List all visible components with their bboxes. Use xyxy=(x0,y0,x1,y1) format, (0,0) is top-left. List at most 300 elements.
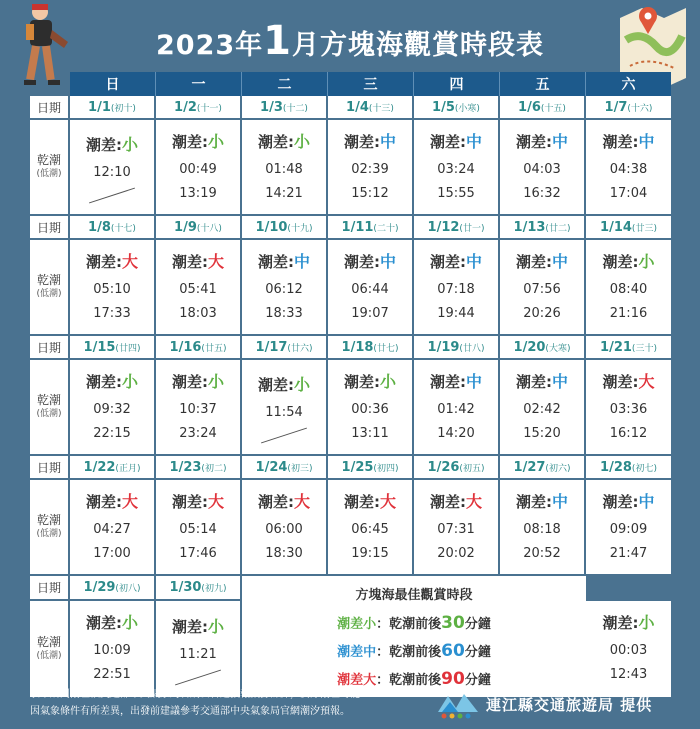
tide-cell xyxy=(70,360,156,456)
tide-cell xyxy=(414,240,500,336)
legend-item xyxy=(242,641,586,661)
tide-diff xyxy=(586,369,671,392)
low-tide-time: 02:39 xyxy=(351,161,389,177)
date-cell xyxy=(414,336,500,360)
low-tide-time: 08:40 xyxy=(609,281,648,297)
tide-row-label xyxy=(30,360,70,456)
lunar-date: (三十) xyxy=(631,343,657,354)
lunar-date: (廿三) xyxy=(631,223,657,234)
no-tide-slash xyxy=(89,188,135,204)
provider-credit: 連江縣交通旅遊局 提供 xyxy=(486,696,653,714)
tide-level: 中 xyxy=(379,131,396,151)
tide-label: 乾潮 xyxy=(36,273,61,287)
tide-level: 小 xyxy=(121,613,138,633)
date-cell xyxy=(70,456,156,480)
tide-prefix: 潮差: xyxy=(343,492,380,511)
low-tide-time: 12:10 xyxy=(93,165,131,180)
date-text: 1/18 xyxy=(341,339,374,355)
low-tide-time: 20:26 xyxy=(523,305,561,321)
low-tide-time: 11:21 xyxy=(179,646,217,662)
tide-prefix: 潮差: xyxy=(257,376,294,394)
no-tide-slash xyxy=(261,428,307,444)
tide-cell xyxy=(242,480,328,576)
lunar-date: (廿八) xyxy=(459,343,485,354)
lunar-date: (十五) xyxy=(540,103,566,114)
legend-item xyxy=(242,613,586,633)
tide-prefix: 潮差: xyxy=(343,372,380,391)
date-text: 1/10 xyxy=(255,219,288,235)
low-tide-time: 04:03 xyxy=(523,161,561,177)
low-tide-time: 22:51 xyxy=(93,667,131,683)
low-tide-time: 06:44 xyxy=(351,281,389,297)
lunar-text: 廿五 xyxy=(204,343,223,354)
tide-cell xyxy=(242,240,328,336)
tide-cell xyxy=(586,601,671,699)
low-tide-time: 10:37 xyxy=(179,401,217,417)
low-tide-time: 15:12 xyxy=(351,185,389,201)
tide-cell xyxy=(500,120,586,216)
date-text: 1/1 xyxy=(88,99,111,115)
tide-prefix: 潮差: xyxy=(602,252,639,271)
tide-prefix: 潮差: xyxy=(515,252,552,271)
low-tide-time: 19:15 xyxy=(351,545,389,561)
date-cell xyxy=(414,96,500,120)
tide-diff xyxy=(156,614,240,637)
low-tide-time: 01:42 xyxy=(437,401,475,417)
low-tide-time: 18:03 xyxy=(179,305,217,321)
lunar-date: (十三) xyxy=(368,103,394,114)
date-cell xyxy=(242,336,328,360)
legend-minutes: 90 xyxy=(441,669,465,689)
date-row-label: 日期 xyxy=(30,456,70,480)
weekday-fri: 五 xyxy=(500,72,586,96)
lunar-text: 十一 xyxy=(200,103,219,114)
tide-diff xyxy=(414,489,498,512)
date-cell xyxy=(242,96,328,120)
tide-row xyxy=(30,240,671,336)
lunar-date: (初五) xyxy=(459,463,485,474)
low-tide-time: 23:24 xyxy=(179,425,217,441)
lunar-date: (初九) xyxy=(201,583,227,594)
low-tide-time: 00:36 xyxy=(351,401,389,417)
lunar-date: (廿二) xyxy=(545,223,571,234)
lunar-text: 初五 xyxy=(462,463,481,474)
date-cell xyxy=(156,456,242,480)
tide-diff xyxy=(500,489,584,512)
lunar-date: (廿五) xyxy=(201,343,227,354)
tide-sublabel: (低潮) xyxy=(36,409,62,419)
legend-panel xyxy=(242,576,586,699)
tide-level: 中 xyxy=(465,251,482,271)
tide-cell xyxy=(328,120,414,216)
low-tide-time: 21:47 xyxy=(609,545,648,561)
lunar-text: 正月 xyxy=(118,463,137,474)
lunar-text: 初七 xyxy=(635,463,654,474)
date-cell xyxy=(70,336,156,360)
lunar-date: (十一) xyxy=(196,103,222,114)
tide-prefix: 潮差: xyxy=(171,617,208,636)
lunar-date: (二十) xyxy=(373,223,399,234)
tide-diff xyxy=(586,489,671,512)
date-text: 1/25 xyxy=(341,459,374,475)
tide-level: 小 xyxy=(293,375,310,394)
low-tide-time: 16:32 xyxy=(523,185,561,201)
date-row xyxy=(30,216,671,240)
tide-row-label xyxy=(30,601,70,699)
low-tide-time: 07:56 xyxy=(523,281,561,297)
date-text: 1/22 xyxy=(83,459,116,475)
legend-title: 方塊海最佳觀賞時段 xyxy=(355,588,473,603)
date-cell xyxy=(414,216,500,240)
low-tide-time: 06:12 xyxy=(265,281,303,297)
tide-prefix: 潮差: xyxy=(602,614,639,633)
tide-level: 中 xyxy=(638,131,655,151)
tide-diff xyxy=(500,369,584,392)
tide-cell xyxy=(242,360,328,456)
tide-level: 中 xyxy=(638,491,655,511)
tide-diff xyxy=(500,249,584,272)
lunar-date: (十八) xyxy=(196,223,222,234)
tide-prefix: 潮差: xyxy=(515,492,552,511)
lunar-date: (十六) xyxy=(627,103,653,114)
tide-diff xyxy=(414,369,498,392)
tide-row xyxy=(30,360,671,456)
tide-cell xyxy=(414,360,500,456)
lunar-text: 初十 xyxy=(114,103,133,114)
low-tide-time: 08:18 xyxy=(523,521,561,537)
low-tide-time: 17:33 xyxy=(93,305,131,321)
legend-minutes: 60 xyxy=(441,641,465,661)
tide-label: 乾潮 xyxy=(36,513,61,527)
low-tide-time: 09:32 xyxy=(93,401,131,417)
low-tide-time: 07:18 xyxy=(437,281,475,297)
tide-cell xyxy=(156,240,242,336)
tide-prefix: 潮差: xyxy=(171,372,208,391)
tide-row-label xyxy=(30,240,70,336)
lunar-text: 十二 xyxy=(286,103,305,114)
tide-diff xyxy=(156,489,240,512)
tide-cell xyxy=(70,480,156,576)
tide-cell xyxy=(586,480,671,576)
lunar-date: (十二) xyxy=(282,103,308,114)
lunar-text: 十三 xyxy=(372,103,391,114)
tide-cell xyxy=(586,360,671,456)
tide-level: 大 xyxy=(465,491,482,511)
low-tide-time: 17:00 xyxy=(93,545,131,561)
tide-cell xyxy=(500,480,586,576)
tide-cell xyxy=(70,240,156,336)
tide-diff xyxy=(586,129,671,152)
lunar-text: 二十 xyxy=(376,223,395,234)
date-text: 1/4 xyxy=(346,99,369,115)
date-text: 1/29 xyxy=(83,579,116,595)
legend-unit: 分鐘 xyxy=(464,617,491,632)
tide-sublabel: (低潮) xyxy=(36,529,62,539)
tide-prefix: 潮差: xyxy=(515,372,552,391)
legend-minutes: 30 xyxy=(441,613,465,633)
low-tide-time: 06:45 xyxy=(351,521,389,537)
low-tide-time: 14:21 xyxy=(265,185,303,201)
tide-level: 中 xyxy=(465,371,482,391)
tide-prefix: 潮差: xyxy=(343,132,380,151)
lunar-text: 小寒 xyxy=(458,103,477,114)
date-text: 1/23 xyxy=(169,459,202,475)
date-text: 1/7 xyxy=(604,99,628,115)
date-cell xyxy=(328,456,414,480)
lunar-date: (初三) xyxy=(287,463,313,474)
low-tide-time: 21:16 xyxy=(609,305,648,321)
tide-level: 小 xyxy=(379,371,396,391)
low-tide-time: 19:44 xyxy=(437,305,475,321)
tide-sublabel: (低潮) xyxy=(36,169,62,179)
weekday-header xyxy=(30,72,671,96)
lunar-text: 十八 xyxy=(200,223,219,234)
tide-prefix: 潮差: xyxy=(515,132,552,151)
tide-cell xyxy=(70,120,156,216)
date-row xyxy=(30,576,671,601)
tide-diff xyxy=(328,129,412,152)
date-row-label: 日期 xyxy=(30,96,70,120)
lunar-text: 廿八 xyxy=(462,343,481,354)
tide-diff xyxy=(70,489,154,512)
date-row-label: 日期 xyxy=(30,576,70,601)
tide-prefix: 潮差: xyxy=(602,492,639,511)
tide-row xyxy=(30,480,671,576)
tide-level: 小 xyxy=(207,616,224,636)
date-cell xyxy=(500,456,586,480)
tide-cell xyxy=(328,240,414,336)
low-tide-time: 13:19 xyxy=(179,185,217,201)
lunar-text: 廿三 xyxy=(635,223,654,234)
low-tide-time: 14:20 xyxy=(437,425,475,441)
tide-diff xyxy=(70,610,154,633)
tide-prefix: 潮差: xyxy=(429,252,466,271)
low-tide-time: 00:03 xyxy=(609,643,648,659)
tide-cell xyxy=(586,240,671,336)
low-tide-time: 07:31 xyxy=(437,521,475,537)
weekday-mon: 一 xyxy=(156,72,242,96)
date-cell xyxy=(156,216,242,240)
tide-level: 小 xyxy=(638,251,655,271)
date-cell xyxy=(70,96,156,120)
date-row-label: 日期 xyxy=(30,336,70,360)
tide-cell xyxy=(328,360,414,456)
lunar-date: (十九) xyxy=(287,223,313,234)
date-cell xyxy=(328,216,414,240)
date-cell xyxy=(156,576,242,601)
low-tide-time: 12:43 xyxy=(609,667,648,683)
tide-prefix: 潮差: xyxy=(171,132,208,151)
lunar-text: 大寒 xyxy=(548,343,567,354)
tide-cell xyxy=(414,120,500,216)
low-tide-time: 15:55 xyxy=(437,185,475,201)
no-tide-slash xyxy=(175,669,221,685)
date-text: 1/19 xyxy=(427,339,460,355)
weekday-sun: 日 xyxy=(70,72,156,96)
lunar-text: 十六 xyxy=(630,103,649,114)
date-cell xyxy=(586,456,671,480)
lunar-date: (大寒) xyxy=(545,343,571,354)
low-tide-time: 19:07 xyxy=(351,305,389,321)
low-tide-time: 16:12 xyxy=(609,425,648,441)
low-tide-time: 02:42 xyxy=(523,401,561,417)
tide-diff xyxy=(586,610,671,633)
lunar-text: 廿六 xyxy=(290,343,309,354)
legend-label: 潮差中 xyxy=(337,645,377,660)
tide-diff xyxy=(242,249,326,272)
low-tide-time: 17:46 xyxy=(179,545,217,561)
date-cell xyxy=(328,96,414,120)
tide-cell xyxy=(586,120,671,216)
low-tide-time: 03:36 xyxy=(609,401,648,417)
tide-diff xyxy=(242,129,326,152)
tide-cell xyxy=(156,360,242,456)
legend-text: ：乾潮前後 xyxy=(376,617,442,632)
tide-level: 中 xyxy=(379,251,396,271)
low-tide-time: 05:41 xyxy=(179,281,217,297)
lunar-text: 廿七 xyxy=(376,343,395,354)
tide-row-label xyxy=(30,120,70,216)
date-cell xyxy=(156,96,242,120)
low-tide-time: 03:24 xyxy=(437,161,475,177)
tide-prefix: 潮差: xyxy=(429,492,466,511)
footnote-line: 表中所列潮差依交通部中央氣象局官網公告之預報數據計算，實際潮差可能 xyxy=(30,689,360,700)
tide-sublabel: (低潮) xyxy=(36,650,62,661)
tide-label: 乾潮 xyxy=(36,634,61,649)
date-text: 1/13 xyxy=(513,219,546,235)
low-tide-time: 20:02 xyxy=(437,545,475,561)
tide-level: 小 xyxy=(207,131,224,151)
low-tide-time: 22:15 xyxy=(93,425,131,441)
tide-prefix: 潮差: xyxy=(429,132,466,151)
legend-text: ：乾潮前後 xyxy=(376,673,442,688)
weekday-sat: 六 xyxy=(586,72,671,96)
date-text: 1/12 xyxy=(427,219,460,235)
lunar-text: 初六 xyxy=(548,463,567,474)
tide-prefix: 潮差: xyxy=(602,372,639,391)
footnote-line: 因氣象條件有所差異，出發前建議參考交通部中央氣象局官網潮汐預報。 xyxy=(30,706,350,717)
footnote xyxy=(30,686,410,720)
tide-cell xyxy=(414,480,500,576)
low-tide-time: 04:27 xyxy=(93,521,131,537)
date-text: 1/8 xyxy=(88,219,111,235)
tide-level: 大 xyxy=(379,491,396,511)
tide-diff xyxy=(70,249,154,272)
legend-unit: 分鐘 xyxy=(464,645,491,660)
date-cell xyxy=(70,576,156,601)
lunar-date: (正月) xyxy=(115,463,141,474)
date-text: 1/11 xyxy=(341,219,374,235)
low-tide-time: 20:52 xyxy=(523,545,561,561)
lunar-date: (初六) xyxy=(545,463,571,474)
date-cell xyxy=(156,336,242,360)
lunar-date: (廿七) xyxy=(373,343,399,354)
tide-prefix: 潮差: xyxy=(85,252,122,271)
tide-diff xyxy=(242,372,326,395)
date-row xyxy=(30,96,671,120)
corner-cell xyxy=(30,72,70,96)
lunar-text: 十七 xyxy=(114,223,133,234)
tide-level: 中 xyxy=(551,371,568,391)
tide-sublabel: (低潮) xyxy=(36,289,62,299)
date-text: 1/5 xyxy=(432,99,455,115)
low-tide-time: 11:54 xyxy=(265,405,303,420)
date-cell xyxy=(242,456,328,480)
tide-row xyxy=(30,120,671,216)
date-cell xyxy=(70,216,156,240)
date-text: 1/17 xyxy=(255,339,288,355)
tide-prefix: 潮差: xyxy=(257,132,294,151)
tide-cell xyxy=(156,480,242,576)
date-cell xyxy=(586,216,671,240)
date-text: 1/14 xyxy=(600,219,632,235)
lunar-date: (初四) xyxy=(373,463,399,474)
date-text: 1/27 xyxy=(513,459,546,475)
tide-prefix: 潮差: xyxy=(171,252,208,271)
tide-cell xyxy=(328,480,414,576)
tide-cell xyxy=(70,601,156,699)
lunar-text: 初八 xyxy=(118,583,137,594)
weekday-tue: 二 xyxy=(242,72,328,96)
tide-level: 小 xyxy=(207,371,224,391)
date-cell xyxy=(328,336,414,360)
low-tide-time: 05:10 xyxy=(93,281,131,297)
tide-level: 大 xyxy=(121,491,138,511)
lunar-date: (初七) xyxy=(631,463,657,474)
tide-level: 小 xyxy=(293,131,310,151)
lunar-date: (小寒) xyxy=(454,103,480,114)
page-title: 2023年1月方塊海觀賞時段表 xyxy=(156,18,544,64)
tide-level: 中 xyxy=(465,131,482,151)
tide-diff xyxy=(156,249,240,272)
lunar-date: (初十) xyxy=(110,103,136,114)
date-text: 1/2 xyxy=(174,99,197,115)
date-text: 1/30 xyxy=(169,579,202,595)
tide-level: 大 xyxy=(293,491,310,511)
low-tide-time: 18:30 xyxy=(265,545,303,561)
low-tide-time: 15:20 xyxy=(523,425,561,441)
tide-prefix: 潮差: xyxy=(257,252,294,271)
tide-diff xyxy=(414,129,498,152)
tide-diff xyxy=(156,129,240,152)
lunar-date: (廿一) xyxy=(459,223,485,234)
tide-row-label xyxy=(30,480,70,576)
tide-prefix: 潮差: xyxy=(85,492,122,511)
low-tide-time: 17:04 xyxy=(609,185,648,201)
lunar-text: 廿四 xyxy=(118,343,137,354)
tide-level: 中 xyxy=(551,131,568,151)
date-text: 1/24 xyxy=(255,459,288,475)
tide-level: 小 xyxy=(121,135,138,154)
date-cell xyxy=(586,336,671,360)
tide-level: 中 xyxy=(293,251,310,271)
lunar-text: 初二 xyxy=(204,463,223,474)
lunar-text: 十五 xyxy=(544,103,563,114)
lunar-text: 廿二 xyxy=(548,223,567,234)
date-row xyxy=(30,336,671,360)
lunar-text: 初四 xyxy=(376,463,395,474)
low-tide-time: 10:09 xyxy=(93,643,131,659)
tide-cell xyxy=(156,120,242,216)
legend-label: 潮差小 xyxy=(337,617,377,632)
lunar-text: 十九 xyxy=(290,223,309,234)
tide-calendar-table xyxy=(30,72,671,699)
legend-text: ：乾潮前後 xyxy=(376,645,442,660)
tide-level: 小 xyxy=(121,371,138,391)
low-tide-time: 18:33 xyxy=(265,305,303,321)
date-cell xyxy=(500,336,586,360)
tide-prefix: 潮差: xyxy=(257,492,294,511)
